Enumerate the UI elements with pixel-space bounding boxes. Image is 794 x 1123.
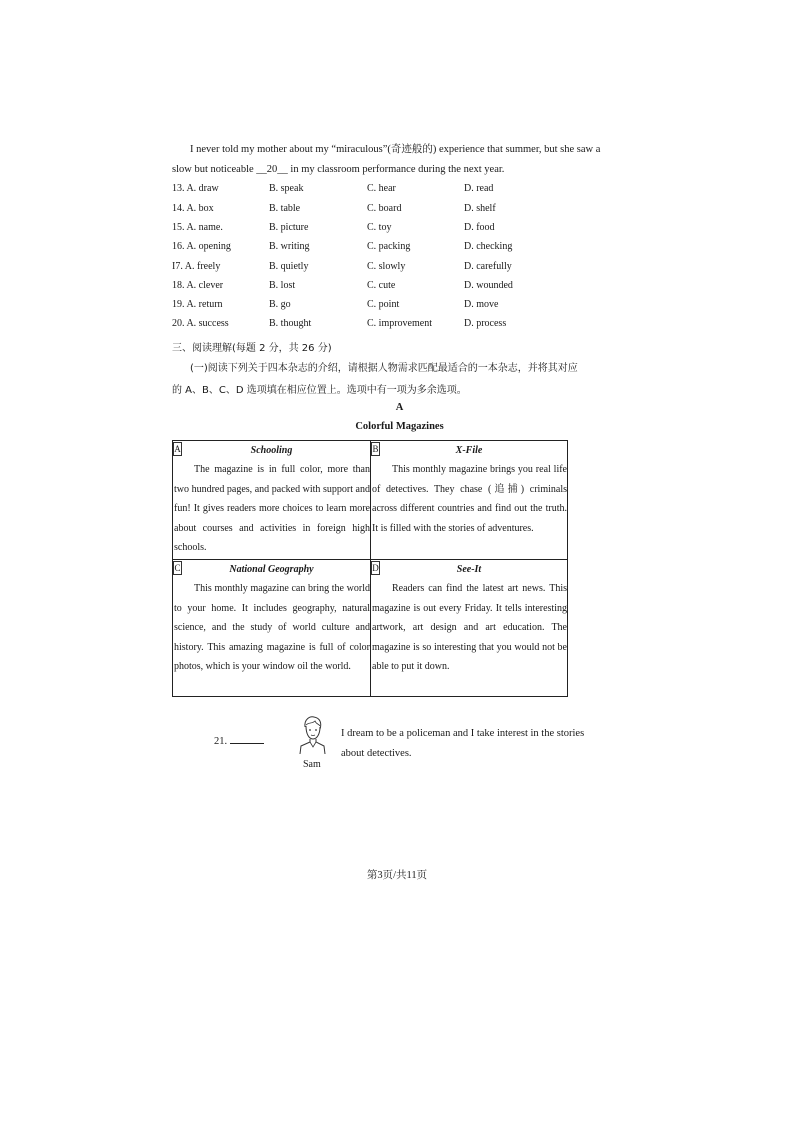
- option-c: C. cute: [367, 280, 396, 291]
- person-statement: I dream to be a policeman and I take interest in the stories about detectives.: [341, 728, 585, 759]
- option-d: D. shelf: [464, 203, 496, 214]
- magazine-cell-a: [173, 441, 370, 559]
- person-name: Sam: [303, 759, 321, 770]
- option-a: 20. A. success: [172, 318, 229, 329]
- option-row: [172, 318, 632, 337]
- magazines-table: [172, 440, 568, 697]
- passage-line-2: slow but noticeable __20__ in my classroom performance during the next year.: [172, 164, 505, 175]
- magazine-cell-b: [371, 441, 567, 559]
- option-b: B. speak: [269, 183, 304, 194]
- option-d: D. move: [464, 299, 499, 310]
- magazine-cell-c: [173, 560, 370, 696]
- section-heading: 三、阅读理解(每题 2 分，共 26 分): [172, 343, 332, 354]
- person-icon: [298, 714, 326, 754]
- option-c: C. hear: [367, 183, 396, 194]
- option-a: 18. A. clever: [172, 280, 224, 291]
- option-c: C. board: [367, 203, 402, 214]
- option-d: D. carefully: [464, 261, 512, 272]
- option-row: [172, 299, 632, 318]
- part-label: A: [395, 402, 404, 413]
- answer-blank[interactable]: [230, 733, 264, 744]
- passage-end: [172, 140, 632, 180]
- option-a: 16. A. opening: [172, 241, 231, 252]
- part-title: Colorful Magazines: [355, 421, 444, 432]
- magazine-description: This monthly magazine can bring the world to your home. It includes geography, natural science, and the study of world culture and history. This amazing magazine is full of color photos, which is your window oil the world.: [174, 583, 370, 673]
- option-b: B. go: [269, 299, 291, 310]
- instruction-line-1: (一)阅读下列关于四本杂志的介绍，请根据人物需求匹配最适合的一本杂志，并将其对应: [190, 363, 578, 374]
- passage-line-1: I never told my mother about my “miraculous”(奇迹般的) experience that summer, but she saw a: [190, 144, 601, 155]
- option-letter: A: [174, 444, 181, 454]
- option-row: [172, 261, 632, 280]
- option-letter: B: [372, 444, 379, 454]
- option-b: B. lost: [269, 280, 296, 291]
- option-d: D. process: [464, 318, 507, 329]
- option-a: 19. A. return: [172, 299, 223, 310]
- option-row: [172, 241, 632, 260]
- magazine-description: The magazine is in full color, more than two hundred pages, and packed with support and fun! It gives readers more choices to learn more about courses and activities in foreign high schools.: [174, 464, 370, 554]
- magazine-cell-d: [371, 560, 567, 696]
- option-row: [172, 203, 632, 222]
- option-letter: D: [372, 563, 379, 573]
- option-c: C. packing: [367, 241, 411, 252]
- option-row: [172, 183, 632, 202]
- option-b: B. picture: [269, 222, 309, 233]
- option-a: I7. A. freely: [172, 261, 221, 272]
- option-d: D. food: [464, 222, 495, 233]
- magazine-description: This monthly magazine brings you real life of detectives. They chase (追捕) criminals across different countries and find out the truth. It is filled with the stories of adventures.: [372, 464, 567, 534]
- magazine-title: Schooling: [250, 445, 293, 456]
- option-a: 13. A. draw: [172, 183, 219, 194]
- option-b: B. writing: [269, 241, 310, 252]
- option-row: [172, 280, 632, 299]
- option-b: B. table: [269, 203, 301, 214]
- option-b: B. quietly: [269, 261, 309, 272]
- option-row: [172, 222, 632, 241]
- option-d: D. checking: [464, 241, 513, 252]
- option-letter: C: [174, 563, 181, 573]
- option-c: C. slowly: [367, 261, 406, 272]
- page-number: 第3页/共11页: [366, 870, 428, 881]
- magazine-title: See-It: [456, 564, 482, 575]
- magazine-title: X-File: [455, 445, 483, 456]
- option-c: C. toy: [367, 222, 392, 233]
- option-c: C. improvement: [367, 318, 432, 329]
- instruction-line-2: 的 A、B、C、D 选项填在相应位置上。选项中有一项为多余选项。: [172, 385, 467, 396]
- magazine-title: National Geography: [229, 564, 314, 575]
- option-b: B. thought: [269, 318, 312, 329]
- question-number: 21.: [214, 736, 228, 747]
- magazine-description: Readers can find the latest art news. This magazine is out every Friday. It tells interesting artwork, art design and art education. The magazine is so interesting that you would not be able to put it down.: [372, 583, 567, 673]
- option-a: 15. A. name.: [172, 222, 223, 233]
- option-d: D. read: [464, 183, 494, 194]
- option-c: C. point: [367, 299, 400, 310]
- option-a: 14. A. box: [172, 203, 214, 214]
- option-d: D. wounded: [464, 280, 513, 291]
- question-21: [214, 733, 264, 747]
